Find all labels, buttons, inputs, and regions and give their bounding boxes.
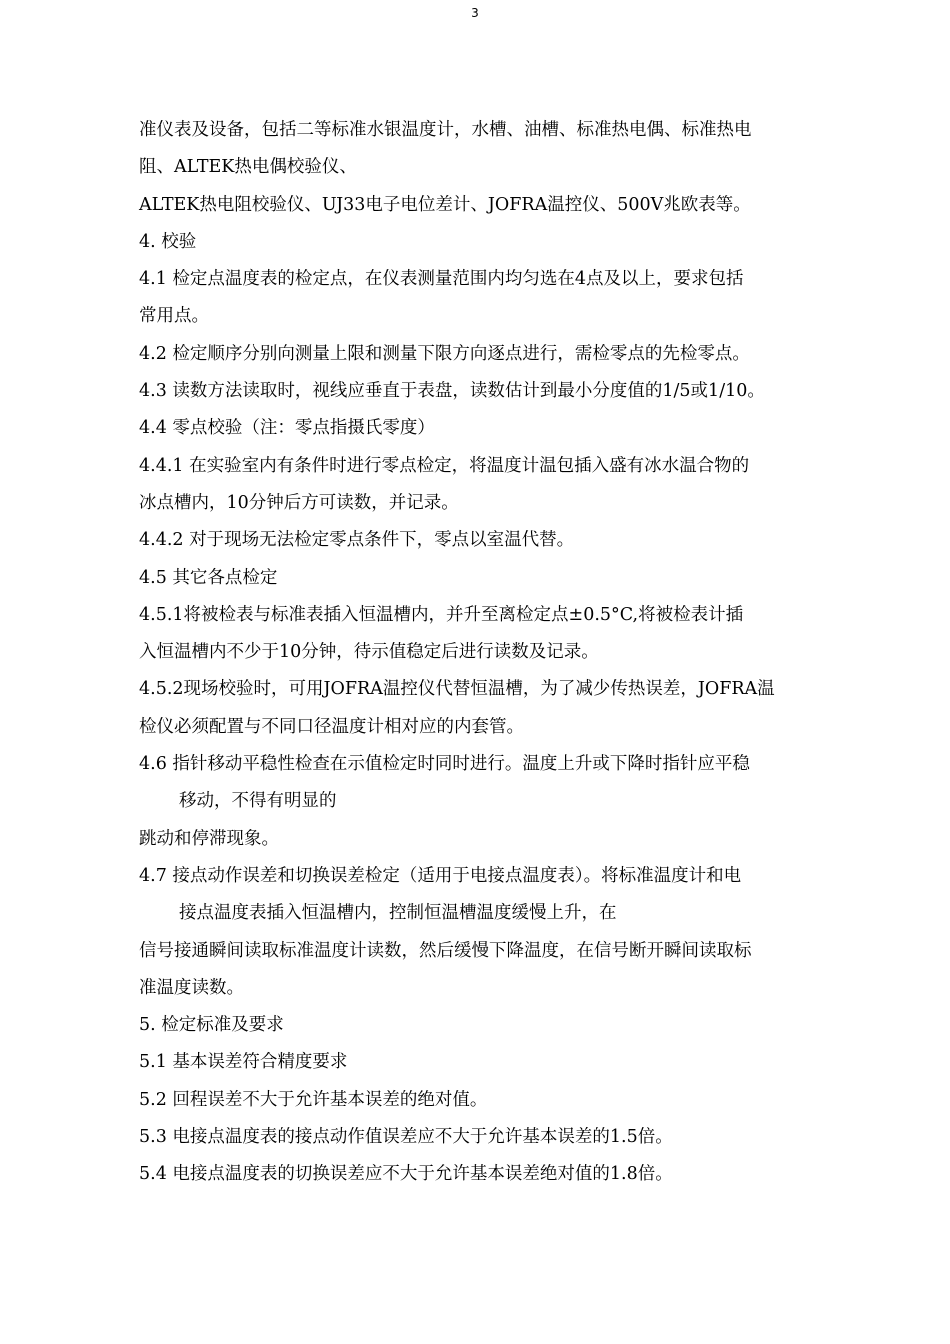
text-line: 4.3 读数方法读取时，视线应垂直于表盘，读数估计到最小分度值的1/5或1/10。: [139, 381, 765, 402]
text-line: 5.2 回程误差不大于允许基本误差的绝对值。: [139, 1089, 488, 1110]
text-line: 4.4.2 对于现场无法检定零点条件下，零点以室温代替。: [139, 530, 575, 551]
text-line: 4.1 检定点温度表的检定点，在仪表测量范围内均匀选在4点及以上，要求包括: [139, 269, 744, 290]
text-line: ALTEK热电阻校验仪、UJ33电子电位差计、JOFRA温控仪、500V兆欧表等。: [139, 194, 751, 215]
section-heading: 5. 检定标准及要求: [139, 1015, 284, 1036]
text-line: 5.1 基本误差符合精度要求: [139, 1052, 348, 1073]
text-line: 5.3 电接点温度表的接点动作值误差应不大于允许基本误差的1.5倍。: [139, 1127, 673, 1148]
text-line: 信号接通瞬间读取标准温度计读数，然后缓慢下降温度，在信号断开瞬间读取标: [139, 940, 752, 961]
text-line: 4.4 零点校验（注：零点指摄氏零度）: [139, 418, 435, 439]
text-line: 常用点。: [139, 306, 209, 327]
text-line: 准仪表及设备，包括二等标准水银温度计，水槽、油槽、标准热电偶、标准热电: [139, 120, 752, 140]
text-line: 准温度读数。: [139, 977, 244, 998]
text-line: 4.5 其它各点检定: [139, 567, 278, 588]
text-line: 5.4 电接点温度表的切换误差应不大于允许基本误差绝对值的1.8倍。: [139, 1164, 673, 1185]
page-number: 3: [471, 6, 479, 20]
text-line: 4.7 接点动作误差和切换误差检定（适用于电接点温度表）。将标准温度计和电: [139, 865, 742, 886]
text-line: 接点温度表插入恒温槽内，控制恒温槽温度缓慢上升，在: [179, 903, 617, 924]
document-body: [139, 112, 829, 1194]
text-line: 阻、ALTEK热电偶校验仪、: [139, 157, 357, 178]
text-line: 4.6 指针移动平稳性检查在示值检定时同时进行。温度上升或下降时指针应平稳: [139, 754, 750, 775]
text-line: 跳动和停滞现象。: [139, 828, 279, 849]
text-line: 4.2 检定顺序分别向测量上限和测量下限方向逐点进行，需检零点的先检零点。: [139, 343, 750, 364]
section-heading: 4. 校验: [139, 231, 197, 252]
text-line: 冰点槽内，10分钟后方可读数，并记录。: [139, 492, 459, 513]
text-line: 4.5.2现场校验时，可用JOFRA温控仪代替恒温槽，为了减少传热误差，JOFRA温: [139, 679, 775, 700]
text-line: 移动，不得有明显的: [179, 791, 337, 812]
text-line: 4.5.1将被检表与标准表插入恒温槽内，并升至离检定点±0.5°C,将被检表计插: [139, 604, 744, 625]
text-line: 入恒温槽内不少于10分钟，待示值稳定后进行读数及记录。: [139, 642, 599, 663]
text-line: 检仪必须配置与不同口径温度计相对应的内套管。: [139, 716, 524, 737]
text-line: 4.4.1 在实验室内有条件时进行零点检定，将温度计温包插入盛有冰水温合物的: [139, 455, 750, 476]
